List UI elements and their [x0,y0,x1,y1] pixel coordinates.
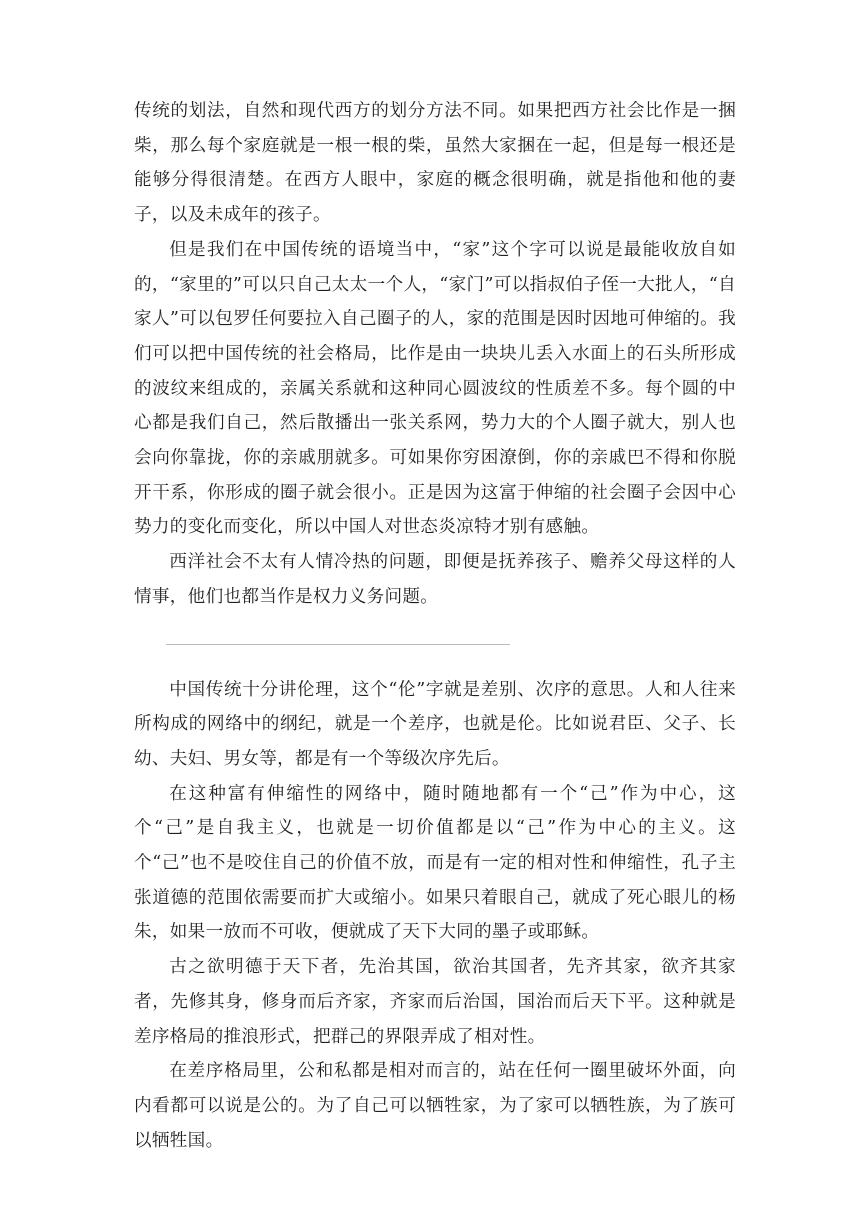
divider-line [166,644,510,645]
paragraph-lun-order: 中国传统十分讲伦理，这个“伦”字就是差别、次序的意思。人和人往来所构成的网络中的纲纪，就是一个差序，也就是伦。比如说君臣、父子、长幼、夫妇、男女等，都是有一个等级次序先后。 [134,679,736,769]
document-body [134,94,736,1158]
paragraph-great-learning: 古之欲明德于天下者，先治其国，欲治其国者，先齐其家，欲齐其家者，先修其身，修身而后齐家，齐家而后治国，国治而后天下平。这种就是差序格局的推浪形式，把群己的界限弄成了相对性。 [134,957,736,1047]
paragraph-west-family-bundle: 传统的划法，自然和现代西方的划分方法不同。如果把西方社会比作是一捆柴，那么每个家庭就是一根一根的柴，虽然大家捆在一起，但是每一根还是能够分得很清楚。在西方人眼中，家庭的概念很明确，就是指他和他的妻子，以及未成年的孩子。 [134,101,736,226]
paragraph-self-center: 在这种富有伸缩性的网络中，随时随地都有一个“己”作为中心，这个“己”是自我主义，也就是一切价值都是以“己”作为中心的主义。这个“己”也不是咬住自己的价值不放，而是有一定的相对性和伸缩性，孔子主张道德的范围依需要而扩大或缩小。如果只着眼自己，就成了死心眼儿的杨朱，如果一放而不可收，便就成了天下大同的墨子或耶稣。 [134,783,736,943]
paragraph-ripple-pattern: 但是我们在中国传统的语境当中，“家”这个字可以说是最能收放自如的，“家里的”可以只自己太太一个人，“家门”可以指叔伯子侄一大批人，“自家人”可以包罗任何要拉入自己圈子的人，家的范围是因时因地可伸缩的。我们可以把中国传统的社会格局，比作是由一块块儿丢入水面上的石头所形成的波纹来组成的，亲属关系就和这种同心圆波纹的性质差不多。每个圆的中心都是我们自己，然后散播出一张关系网，势力大的个人圈子就大，别人也会向你靠拢，你的亲戚朋就多。可如果你穷困潦倒，你的亲戚巴不得和你脱开干系，你形成的圈子就会很小。正是因为这富于伸缩的社会圈子会因中心势力的变化而变化，所以中国人对世态炎凉特才别有感触。 [134,239,736,538]
paragraph-western-rights: 西洋社会不太有人情冷热的问题，即便是抚养孩子、赡养父母这样的人情事，他们也都当作是权力义务问题。 [134,552,736,607]
section-divider [134,615,736,673]
paragraph-public-private: 在差序格局里，公和私都是相对而言的，站在任何一圈里破坏外面，向内看都可以说是公的。为了自己可以牺牲家，为了家可以牺牲族，为了族可以牺牲国。 [134,1061,736,1151]
